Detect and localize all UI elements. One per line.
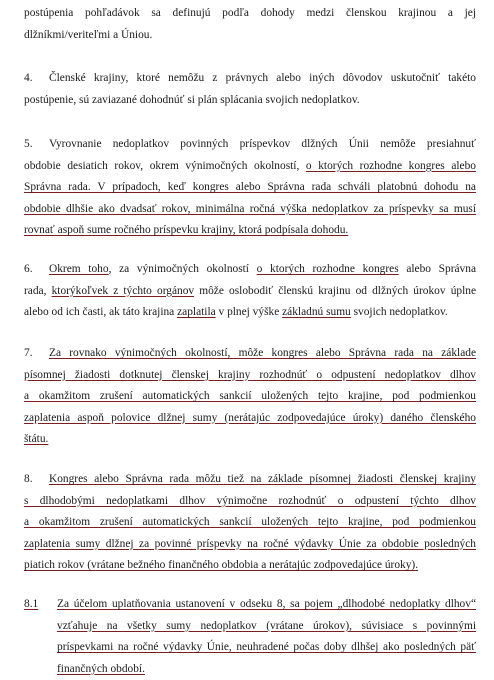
text-line: a okamžitom zrušení automatických sankcií uložených tejto krajine, pod podmienkou xyxy=(24,512,476,534)
text-line: Členské krajiny, ktoré nemôžu z právnych alebo iných dôvodov uskutočniť takéto xyxy=(49,72,476,84)
paragraph-number: 6. xyxy=(24,259,49,281)
paragraph-number: 8.1 xyxy=(24,598,38,610)
amended-text: ktorýkoľvek z týchto orgánov xyxy=(52,285,195,297)
text-segment: alebo od ich časti, ak táto krajina xyxy=(24,306,177,318)
amended-text-line: rovnať aspoň sume ročného príspevku krajiny, ktorá podpísala dohodu. xyxy=(24,220,476,242)
text-line: štátu. xyxy=(24,429,476,451)
paragraph-7 xyxy=(24,343,476,451)
amended-text-line: obdobie dlhšie ako dvadsať rokov, minimálna ročná výška nedoplatkov za príspevky sa musí xyxy=(24,199,476,221)
text-line: príspevkami na ročné výdavky Únie, neuhradené počas doby dlhšej ako posledných päť xyxy=(57,637,476,659)
paragraph-number: 4. xyxy=(24,68,49,90)
text-segment: alebo Správna xyxy=(399,263,476,275)
amended-text: o ktorých rozhodne kongres alebo xyxy=(306,160,476,172)
text-line: vzťahuje na všetky sumy nedoplatkov (vrátane úrokov), súvisiace s povinnými xyxy=(57,616,476,638)
text-segment: môže oslobodiť členskú krajinu od dlžných úrokov úplne xyxy=(194,285,476,297)
text-segment: v plnej výške xyxy=(216,306,282,318)
text-line: postúpenia pohľadávok sa definujú podľa dohody medzi členskou krajinou a jej xyxy=(24,3,476,25)
text-line: finančných období. xyxy=(57,659,476,680)
text-line: a okamžitom zrušení automatických sankcií uložených tejto krajine, pod podmienkou xyxy=(24,386,476,408)
text-line: s dlhodobými nedoplatkami dlhov výnimočne rozhodnúť o odpustení týchto dlhov xyxy=(24,491,476,513)
paragraph-number: 8. xyxy=(24,469,49,491)
text-line: dlžníkmi/veriteľmi a Úniou. xyxy=(24,25,476,47)
text-line: piatich rokov (vrátane bežného finančného obdobia a nerátajúc zodpovedajúce úroky). xyxy=(24,555,476,577)
text-segment: obdobie desiatich rokov, okrem výnimočných okolností, xyxy=(24,160,306,172)
text-segment: , za výnimočných okolností xyxy=(109,263,257,275)
text-segment: rada, xyxy=(24,285,52,297)
text-segment: svojich nedoplatkov. xyxy=(351,306,448,318)
text-line: Za rovnako výnimočných okolností, môže kongres alebo Správna rada na základe xyxy=(49,347,476,359)
paragraph-6 xyxy=(24,259,476,324)
text-line: zaplatenia aspoň polovice dlžnej sumy (nerátajúc zodpovedajúce úroky) daného členského xyxy=(24,408,476,430)
amended-text: zaplatila xyxy=(177,306,216,318)
paragraph-4 xyxy=(24,68,476,111)
paragraph-8-1 xyxy=(57,594,476,680)
text-line: Za účelom uplatňovania ustanovení v odseku 8, sa pojem „dlhodobé nedoplatky dlhov“ xyxy=(57,594,476,616)
paragraph-8 xyxy=(24,469,476,577)
paragraph-continuation xyxy=(24,3,476,46)
text-line: písomnej žiadosti dotknutej členskej krajiny rozhodnúť o odpustení nedoplatkov dlhov xyxy=(24,365,476,387)
amended-text: o ktorých rozhodne kongres xyxy=(257,263,399,275)
amended-text: základnú sumu xyxy=(282,306,351,318)
text-line: zaplatenia sumy dlžnej za povinné príspevky na ročné výdavky Únie za obdobie posledných xyxy=(24,534,476,556)
amended-text: Okrem toho xyxy=(49,263,109,275)
paragraph-8-1-number-col xyxy=(24,594,54,616)
paragraph-number: 7. xyxy=(24,343,49,365)
paragraph-number: 5. xyxy=(24,134,49,156)
text-line: Kongres alebo Správna rada môžu tiež na základe písomnej žiadosti členskej krajiny xyxy=(49,473,476,485)
text-line: Vyrovnanie nedoplatkov povinných príspevkov dlžných Únii nemôže presiahnuť xyxy=(49,138,476,150)
paragraph-5 xyxy=(24,134,476,242)
text-line: postúpenie, sú zaviazané dohodnúť si plán splácania svojich nedoplatkov. xyxy=(24,90,476,112)
amended-text-line: Správna rada. V prípadoch, keď kongres alebo Správna rada schváli platobnú dohodu na xyxy=(24,177,476,199)
